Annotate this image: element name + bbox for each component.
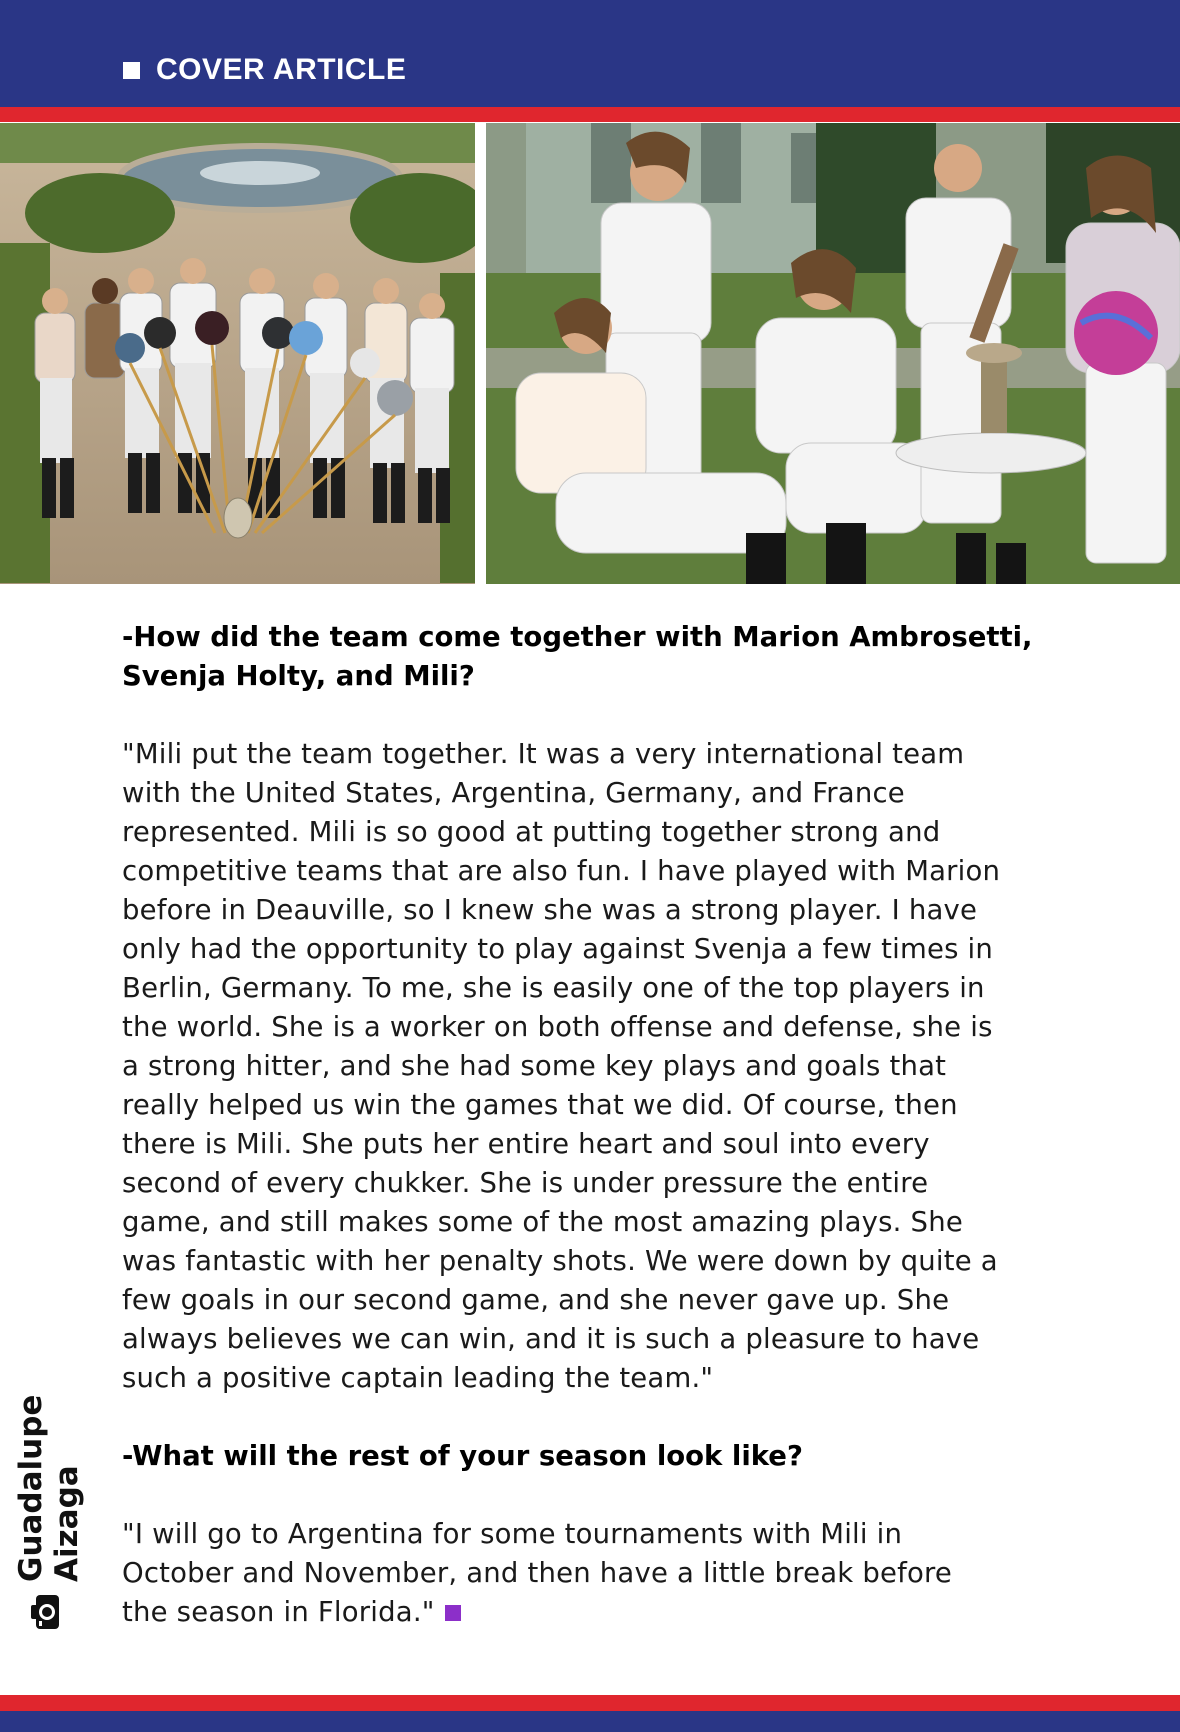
question-2-line: -What will the rest of your season look like? — [122, 1440, 803, 1472]
question-1-line: Svenja Holty, and Mili? — [122, 660, 475, 692]
answer-1-line: really helped us win the games that we did. Of course, then — [122, 1089, 958, 1121]
question-1 — [122, 618, 1122, 696]
team-group-photo — [0, 123, 475, 584]
question-2 — [122, 1437, 1122, 1476]
end-of-article-mark — [445, 1605, 461, 1621]
answer-1-line: a strong hitter, and she had some key plays and goals that — [122, 1050, 947, 1082]
answer-1-line: always believes we can win, and it is such a pleasure to have — [122, 1323, 980, 1355]
answer-1-line: second of every chukker. She is under pressure the entire — [122, 1167, 929, 1199]
answer-1-line: there is Mili. She puts her entire heart and soul into every — [122, 1128, 930, 1160]
question-1-line: -How did the team come together with Marion Ambrosetti, — [122, 621, 1033, 653]
answer-2 — [122, 1515, 1122, 1632]
seated-players-photo — [486, 123, 1180, 584]
answer-1-line: few goals in our second game, and she never gave up. She — [122, 1284, 950, 1316]
answer-1-line: with the United States, Argentina, Germany, and France — [122, 777, 905, 809]
answer-2-line: October and November, and then have a little break before — [122, 1557, 953, 1589]
section-label-text: COVER ARTICLE — [156, 53, 407, 86]
answer-1-line: before in Deauville, so I knew she was a strong player. I have — [122, 894, 978, 926]
photo-credit-name: Guadalupe Aizaga — [13, 1394, 85, 1582]
photo-credit — [13, 1290, 85, 1630]
article-body — [122, 618, 1122, 1632]
answer-2-line: "I will go to Argentina for some tournaments with Mili in — [122, 1518, 903, 1550]
camera-icon — [30, 1594, 68, 1630]
answer-1-line: Berlin, Germany. To me, she is easily one of the top players in — [122, 972, 985, 1004]
answer-1-line: such a positive captain leading the team." — [122, 1362, 714, 1394]
answer-2-line: the season in Florida." — [122, 1596, 435, 1628]
answer-1-line: represented. Mili is so good at putting together strong and — [122, 816, 941, 848]
answer-1-line: competitive teams that are also fun. I have played with Marion — [122, 855, 1001, 887]
answer-1-line: game, and still makes some of the most amazing plays. She — [122, 1206, 963, 1238]
section-label — [123, 50, 406, 90]
answer-1-line: only had the opportunity to play against Svenja a few times in — [122, 933, 994, 965]
footer-red-stripe — [0, 1695, 1180, 1711]
answer-1 — [122, 735, 1122, 1398]
square-bullet-icon — [123, 62, 140, 79]
header-red-stripe — [0, 107, 1180, 122]
answer-1-line: "Mili put the team together. It was a very international team — [122, 738, 965, 770]
answer-1-line: was fantastic with her penalty shots. We were down by quite a — [122, 1245, 998, 1277]
answer-1-line: the world. She is a worker on both offense and defense, she is — [122, 1011, 993, 1043]
footer-navy-bar — [0, 1711, 1180, 1732]
